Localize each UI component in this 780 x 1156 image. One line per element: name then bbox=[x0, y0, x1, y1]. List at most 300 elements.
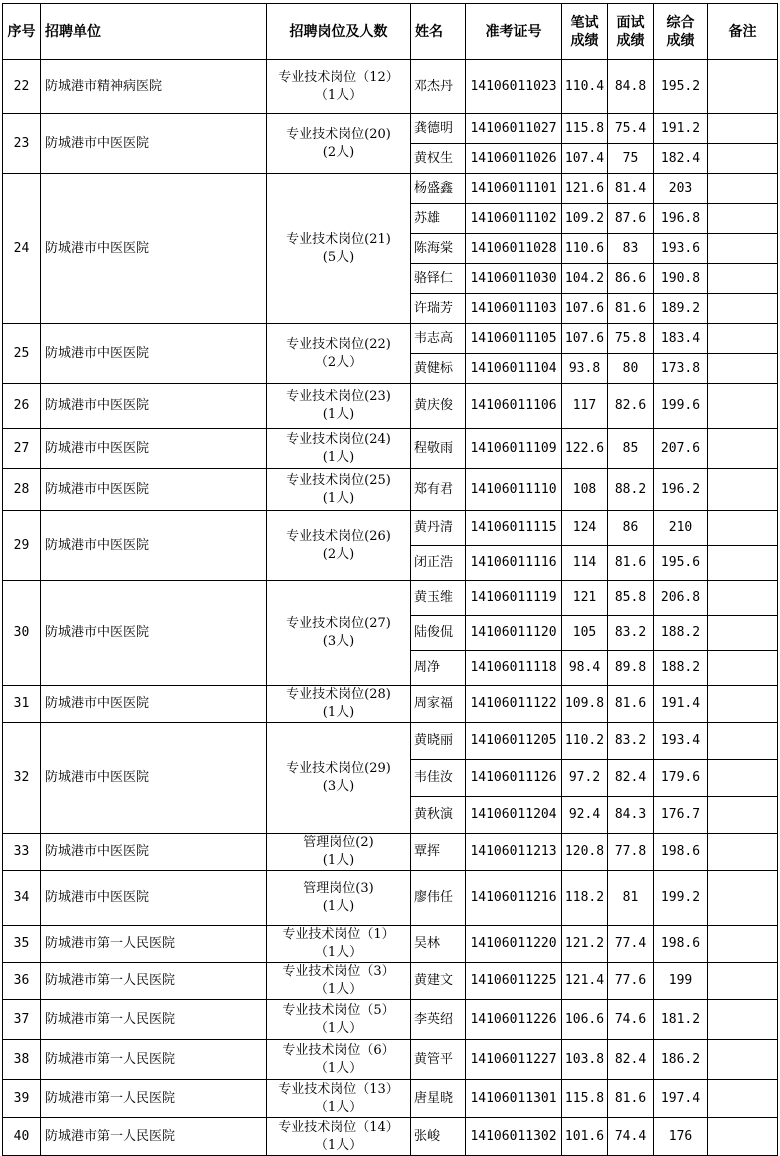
cell-post bbox=[267, 511, 411, 581]
cell-ticket: 14106011122 bbox=[466, 686, 562, 723]
post-title: 专业技术岗位(20) bbox=[286, 126, 391, 142]
cell-interview: 82.4 bbox=[608, 760, 654, 797]
table-row bbox=[3, 834, 778, 871]
cell-remark bbox=[708, 511, 778, 546]
cell-no: 23 bbox=[3, 114, 41, 174]
cell-remark bbox=[708, 60, 778, 114]
post-title: 专业技术岗位（5） bbox=[282, 1002, 395, 1018]
header-interview: 面试 成绩 bbox=[608, 4, 654, 60]
cell-remark bbox=[708, 324, 778, 354]
cell-unit: 防城港市中医医院 bbox=[41, 723, 267, 834]
cell-ticket: 14106011220 bbox=[466, 926, 562, 963]
cell-total: 183.4 bbox=[654, 324, 708, 354]
cell-no: 31 bbox=[3, 686, 41, 723]
cell-interview: 83 bbox=[608, 234, 654, 264]
cell-total: 176 bbox=[654, 1118, 708, 1156]
cell-post bbox=[267, 1040, 411, 1080]
cell-total: 199.2 bbox=[654, 871, 708, 926]
cell-no: 34 bbox=[3, 871, 41, 926]
cell-post bbox=[267, 114, 411, 174]
cell-written: 106.6 bbox=[562, 1000, 608, 1040]
cell-no: 29 bbox=[3, 511, 41, 581]
cell-remark bbox=[708, 114, 778, 144]
cell-name: 周净 bbox=[411, 651, 466, 686]
cell-name: 杨盛鑫 bbox=[411, 174, 466, 204]
cell-written: 121 bbox=[562, 581, 608, 616]
cell-ticket: 14106011101 bbox=[466, 174, 562, 204]
cell-total: 207.6 bbox=[654, 429, 708, 469]
cell-ticket: 14106011110 bbox=[466, 469, 562, 511]
cell-ticket: 14106011301 bbox=[466, 1080, 562, 1118]
cell-no: 26 bbox=[3, 384, 41, 429]
cell-remark bbox=[708, 926, 778, 963]
post-title: 专业技术岗位(21) bbox=[286, 231, 391, 247]
table-row bbox=[3, 114, 778, 144]
cell-name: 郑有君 bbox=[411, 469, 466, 511]
cell-total: 173.8 bbox=[654, 354, 708, 384]
cell-no: 28 bbox=[3, 469, 41, 511]
cell-name: 邓杰丹 bbox=[411, 60, 466, 114]
cell-written: 103.8 bbox=[562, 1040, 608, 1080]
cell-interview: 84.3 bbox=[608, 797, 654, 834]
post-count: (1人) bbox=[322, 449, 355, 465]
cell-name: 闭正浩 bbox=[411, 546, 466, 581]
cell-post bbox=[267, 963, 411, 1000]
cell-no: 24 bbox=[3, 174, 41, 324]
cell-name: 陈海棠 bbox=[411, 234, 466, 264]
cell-unit: 防城港市精神病医院 bbox=[41, 60, 267, 114]
cell-name: 黄权生 bbox=[411, 144, 466, 174]
cell-written: 98.4 bbox=[562, 651, 608, 686]
cell-interview: 87.6 bbox=[608, 204, 654, 234]
cell-name: 黄丹清 bbox=[411, 511, 466, 546]
post-title: 专业技术岗位(24) bbox=[286, 431, 391, 447]
table-row bbox=[3, 174, 778, 204]
cell-unit: 防城港市中医医院 bbox=[41, 324, 267, 384]
cell-remark bbox=[708, 581, 778, 616]
cell-remark bbox=[708, 963, 778, 1000]
cell-total: 196.8 bbox=[654, 204, 708, 234]
cell-written: 104.2 bbox=[562, 264, 608, 294]
cell-ticket: 14106011118 bbox=[466, 651, 562, 686]
post-count: （1人） bbox=[314, 87, 363, 103]
post-count: (2人) bbox=[322, 144, 355, 160]
post-title: 专业技术岗位(29) bbox=[286, 761, 391, 776]
cell-post bbox=[267, 723, 411, 834]
table-row bbox=[3, 1118, 778, 1156]
cell-interview: 83.2 bbox=[608, 723, 654, 760]
cell-written: 109.2 bbox=[562, 204, 608, 234]
cell-written: 122.6 bbox=[562, 429, 608, 469]
cell-interview: 75.8 bbox=[608, 324, 654, 354]
cell-remark bbox=[708, 760, 778, 797]
cell-written: 120.8 bbox=[562, 834, 608, 871]
table-row bbox=[3, 1040, 778, 1080]
cell-remark bbox=[708, 1118, 778, 1156]
cell-remark bbox=[708, 294, 778, 324]
cell-no: 39 bbox=[3, 1080, 41, 1118]
cell-written: 121.4 bbox=[562, 963, 608, 1000]
cell-ticket: 14106011213 bbox=[466, 834, 562, 871]
table-row bbox=[3, 963, 778, 1000]
cell-total: 206.8 bbox=[654, 581, 708, 616]
cell-total: 199 bbox=[654, 963, 708, 1000]
header-unit: 招聘单位 bbox=[41, 4, 267, 60]
cell-written: 117 bbox=[562, 384, 608, 429]
cell-remark bbox=[708, 651, 778, 686]
post-title: 专业技术岗位（3） bbox=[282, 964, 395, 979]
cell-written: 107.4 bbox=[562, 144, 608, 174]
cell-no: 33 bbox=[3, 834, 41, 871]
table-row bbox=[3, 686, 778, 723]
cell-name: 吴林 bbox=[411, 926, 466, 963]
cell-unit: 防城港市第一人民医院 bbox=[41, 1118, 267, 1156]
cell-no: 36 bbox=[3, 963, 41, 1000]
cell-total: 210 bbox=[654, 511, 708, 546]
cell-ticket: 14106011204 bbox=[466, 797, 562, 834]
cell-unit: 防城港市第一人民医院 bbox=[41, 963, 267, 1000]
cell-post bbox=[267, 581, 411, 686]
table-row bbox=[3, 723, 778, 760]
cell-name: 陆俊侃 bbox=[411, 616, 466, 651]
cell-no: 25 bbox=[3, 324, 41, 384]
cell-ticket: 14106011225 bbox=[466, 963, 562, 1000]
cell-ticket: 14106011028 bbox=[466, 234, 562, 264]
header-written: 笔试 成绩 bbox=[562, 4, 608, 60]
cell-interview: 81.6 bbox=[608, 294, 654, 324]
cell-name: 许瑞芳 bbox=[411, 294, 466, 324]
cell-written: 97.2 bbox=[562, 760, 608, 797]
cell-post bbox=[267, 324, 411, 384]
post-count: (1人) bbox=[322, 705, 355, 720]
cell-unit: 防城港市第一人民医院 bbox=[41, 1000, 267, 1040]
cell-ticket: 14106011102 bbox=[466, 204, 562, 234]
results-table bbox=[2, 3, 778, 1156]
cell-ticket: 14106011226 bbox=[466, 1000, 562, 1040]
cell-name: 黄秋演 bbox=[411, 797, 466, 834]
cell-written: 108 bbox=[562, 469, 608, 511]
cell-post bbox=[267, 429, 411, 469]
post-count: （1人） bbox=[314, 1137, 363, 1153]
cell-interview: 81.6 bbox=[608, 546, 654, 581]
cell-unit: 防城港市第一人民医院 bbox=[41, 1080, 267, 1118]
cell-name: 周家福 bbox=[411, 686, 466, 723]
cell-written: 110.6 bbox=[562, 234, 608, 264]
post-title: 专业技术岗位（6） bbox=[282, 1042, 395, 1058]
cell-total: 198.6 bbox=[654, 834, 708, 871]
cell-total: 182.4 bbox=[654, 144, 708, 174]
post-title: 专业技术岗位(25) bbox=[286, 472, 391, 488]
cell-post bbox=[267, 834, 411, 871]
cell-unit: 防城港市中医医院 bbox=[41, 469, 267, 511]
table-body bbox=[3, 60, 778, 1156]
cell-written: 110.4 bbox=[562, 60, 608, 114]
cell-name: 廖伟任 bbox=[411, 871, 466, 926]
table-row bbox=[3, 1000, 778, 1040]
cell-interview: 89.8 bbox=[608, 651, 654, 686]
cell-unit: 防城港市第一人民医院 bbox=[41, 1040, 267, 1080]
header-total: 综合 成绩 bbox=[654, 4, 708, 60]
header-name: 姓名 bbox=[411, 4, 466, 60]
cell-name: 唐星晓 bbox=[411, 1080, 466, 1118]
cell-post bbox=[267, 60, 411, 114]
cell-written: 105 bbox=[562, 616, 608, 651]
cell-remark bbox=[708, 686, 778, 723]
table-row bbox=[3, 429, 778, 469]
cell-ticket: 14106011023 bbox=[466, 60, 562, 114]
cell-ticket: 14106011205 bbox=[466, 723, 562, 760]
cell-interview: 82.6 bbox=[608, 384, 654, 429]
cell-interview: 81.6 bbox=[608, 1080, 654, 1118]
cell-written: 121.2 bbox=[562, 926, 608, 963]
cell-remark bbox=[708, 1000, 778, 1040]
cell-unit: 防城港市中医医院 bbox=[41, 114, 267, 174]
cell-post bbox=[267, 1118, 411, 1156]
cell-interview: 77.4 bbox=[608, 926, 654, 963]
cell-no: 27 bbox=[3, 429, 41, 469]
cell-post bbox=[267, 384, 411, 429]
cell-post bbox=[267, 871, 411, 926]
cell-total: 199.6 bbox=[654, 384, 708, 429]
cell-interview: 86 bbox=[608, 511, 654, 546]
cell-total: 195.2 bbox=[654, 60, 708, 114]
cell-unit: 防城港市中医医院 bbox=[41, 384, 267, 429]
post-count: （1人） bbox=[314, 1060, 363, 1076]
cell-ticket: 14106011106 bbox=[466, 384, 562, 429]
cell-total: 193.4 bbox=[654, 723, 708, 760]
cell-written: 115.8 bbox=[562, 1080, 608, 1118]
cell-name: 韦佳汝 bbox=[411, 760, 466, 797]
cell-ticket: 14106011109 bbox=[466, 429, 562, 469]
post-count: (5人) bbox=[322, 249, 355, 265]
cell-remark bbox=[708, 723, 778, 760]
cell-written: 107.6 bbox=[562, 294, 608, 324]
cell-written: 93.8 bbox=[562, 354, 608, 384]
cell-total: 188.2 bbox=[654, 616, 708, 651]
cell-ticket: 14106011027 bbox=[466, 114, 562, 144]
cell-unit: 防城港市中医医院 bbox=[41, 871, 267, 926]
post-count: （1人） bbox=[314, 945, 363, 960]
cell-written: 101.6 bbox=[562, 1118, 608, 1156]
cell-name: 黄晓丽 bbox=[411, 723, 466, 760]
cell-interview: 85.8 bbox=[608, 581, 654, 616]
cell-remark bbox=[708, 429, 778, 469]
post-count: （2人） bbox=[314, 354, 363, 370]
cell-unit: 防城港市中医医院 bbox=[41, 429, 267, 469]
cell-post bbox=[267, 1080, 411, 1118]
cell-no: 30 bbox=[3, 581, 41, 686]
cell-ticket: 14106011120 bbox=[466, 616, 562, 651]
cell-remark bbox=[708, 546, 778, 581]
cell-post bbox=[267, 469, 411, 511]
cell-total: 188.2 bbox=[654, 651, 708, 686]
cell-remark bbox=[708, 469, 778, 511]
table-row bbox=[3, 926, 778, 963]
cell-post bbox=[267, 686, 411, 723]
cell-name: 覃挥 bbox=[411, 834, 466, 871]
table-row bbox=[3, 324, 778, 354]
post-count: (2人) bbox=[322, 546, 355, 562]
header-ticket: 准考证号 bbox=[466, 4, 562, 60]
cell-interview: 81 bbox=[608, 871, 654, 926]
cell-name: 韦志高 bbox=[411, 324, 466, 354]
cell-unit: 防城港市中医医院 bbox=[41, 834, 267, 871]
cell-total: 197.4 bbox=[654, 1080, 708, 1118]
cell-ticket: 14106011026 bbox=[466, 144, 562, 174]
cell-written: 118.2 bbox=[562, 871, 608, 926]
post-count: （1人） bbox=[314, 1020, 363, 1036]
post-title: 专业技术岗位（13） bbox=[278, 1081, 399, 1097]
cell-post bbox=[267, 174, 411, 324]
cell-interview: 83.2 bbox=[608, 616, 654, 651]
post-title: 专业技术岗位(23) bbox=[286, 389, 391, 404]
cell-ticket: 14106011115 bbox=[466, 511, 562, 546]
cell-no: 22 bbox=[3, 60, 41, 114]
cell-ticket: 14106011119 bbox=[466, 581, 562, 616]
cell-ticket: 14106011030 bbox=[466, 264, 562, 294]
cell-name: 苏雄 bbox=[411, 204, 466, 234]
cell-total: 186.2 bbox=[654, 1040, 708, 1080]
cell-total: 191.4 bbox=[654, 686, 708, 723]
cell-written: 114 bbox=[562, 546, 608, 581]
post-count: (1人) bbox=[322, 853, 355, 868]
post-count: (3人) bbox=[322, 634, 355, 649]
cell-interview: 75 bbox=[608, 144, 654, 174]
cell-unit: 防城港市中医医院 bbox=[41, 686, 267, 723]
header-remark: 备注 bbox=[708, 4, 778, 60]
cell-interview: 80 bbox=[608, 354, 654, 384]
cell-interview: 77.6 bbox=[608, 963, 654, 1000]
post-count: (1人) bbox=[322, 490, 355, 506]
cell-post bbox=[267, 926, 411, 963]
cell-remark bbox=[708, 144, 778, 174]
cell-remark bbox=[708, 834, 778, 871]
cell-written: 124 bbox=[562, 511, 608, 546]
cell-total: 198.6 bbox=[654, 926, 708, 963]
cell-remark bbox=[708, 234, 778, 264]
cell-written: 110.2 bbox=[562, 723, 608, 760]
cell-name: 骆铎仁 bbox=[411, 264, 466, 294]
cell-ticket: 14106011302 bbox=[466, 1118, 562, 1156]
table-row bbox=[3, 1080, 778, 1118]
cell-remark bbox=[708, 871, 778, 926]
post-title: 管理岗位(3) bbox=[303, 881, 374, 896]
cell-total: 196.2 bbox=[654, 469, 708, 511]
post-title: 专业技术岗位(28) bbox=[286, 687, 391, 702]
table-row bbox=[3, 581, 778, 616]
cell-remark bbox=[708, 264, 778, 294]
post-count: (1人) bbox=[322, 899, 355, 914]
table-row bbox=[3, 384, 778, 429]
cell-interview: 74.4 bbox=[608, 1118, 654, 1156]
cell-unit: 防城港市中医医院 bbox=[41, 174, 267, 324]
cell-name: 程敬雨 bbox=[411, 429, 466, 469]
cell-written: 115.8 bbox=[562, 114, 608, 144]
header-post: 招聘岗位及人数 bbox=[267, 4, 411, 60]
cell-written: 109.8 bbox=[562, 686, 608, 723]
post-title: 专业技术岗位（1） bbox=[282, 927, 395, 942]
cell-ticket: 14106011116 bbox=[466, 546, 562, 581]
cell-remark bbox=[708, 174, 778, 204]
post-title: 专业技术岗位（12） bbox=[278, 69, 399, 85]
cell-total: 179.6 bbox=[654, 760, 708, 797]
cell-ticket: 14106011216 bbox=[466, 871, 562, 926]
cell-total: 181.2 bbox=[654, 1000, 708, 1040]
cell-interview: 88.2 bbox=[608, 469, 654, 511]
cell-ticket: 14106011103 bbox=[466, 294, 562, 324]
cell-total: 176.7 bbox=[654, 797, 708, 834]
cell-total: 189.2 bbox=[654, 294, 708, 324]
cell-unit: 防城港市中医医院 bbox=[41, 581, 267, 686]
cell-name: 张峻 bbox=[411, 1118, 466, 1156]
cell-total: 203 bbox=[654, 174, 708, 204]
table-row bbox=[3, 60, 778, 114]
cell-remark bbox=[708, 797, 778, 834]
post-title: 专业技术岗位(26) bbox=[286, 528, 391, 544]
header-no: 序号 bbox=[3, 4, 41, 60]
post-count: (1人) bbox=[322, 407, 355, 422]
cell-post bbox=[267, 1000, 411, 1040]
cell-remark bbox=[708, 1040, 778, 1080]
cell-total: 190.8 bbox=[654, 264, 708, 294]
cell-name: 黄玉维 bbox=[411, 581, 466, 616]
cell-total: 193.6 bbox=[654, 234, 708, 264]
cell-no: 37 bbox=[3, 1000, 41, 1040]
cell-name: 李英绍 bbox=[411, 1000, 466, 1040]
post-title: 专业技术岗位（14） bbox=[278, 1119, 399, 1135]
post-title: 管理岗位(2) bbox=[303, 835, 374, 850]
cell-interview: 81.4 bbox=[608, 174, 654, 204]
cell-name: 黄庆俊 bbox=[411, 384, 466, 429]
cell-interview: 84.8 bbox=[608, 60, 654, 114]
post-title: 专业技术岗位(22) bbox=[286, 336, 391, 352]
cell-remark bbox=[708, 354, 778, 384]
cell-interview: 82.4 bbox=[608, 1040, 654, 1080]
cell-remark bbox=[708, 616, 778, 651]
cell-name: 黄建文 bbox=[411, 963, 466, 1000]
cell-interview: 75.4 bbox=[608, 114, 654, 144]
cell-written: 107.6 bbox=[562, 324, 608, 354]
cell-written: 121.6 bbox=[562, 174, 608, 204]
cell-remark bbox=[708, 204, 778, 234]
cell-name: 龚德明 bbox=[411, 114, 466, 144]
table-row bbox=[3, 871, 778, 926]
post-count: （1人） bbox=[314, 1099, 363, 1115]
cell-interview: 77.8 bbox=[608, 834, 654, 871]
cell-written: 92.4 bbox=[562, 797, 608, 834]
cell-ticket: 14106011126 bbox=[466, 760, 562, 797]
cell-no: 32 bbox=[3, 723, 41, 834]
post-count: （1人） bbox=[314, 982, 363, 997]
cell-interview: 85 bbox=[608, 429, 654, 469]
cell-remark bbox=[708, 1080, 778, 1118]
cell-ticket: 14106011105 bbox=[466, 324, 562, 354]
post-title: 专业技术岗位(27) bbox=[286, 616, 391, 631]
cell-ticket: 14106011104 bbox=[466, 354, 562, 384]
cell-no: 40 bbox=[3, 1118, 41, 1156]
cell-name: 黄健标 bbox=[411, 354, 466, 384]
cell-interview: 74.6 bbox=[608, 1000, 654, 1040]
cell-name: 黄管平 bbox=[411, 1040, 466, 1080]
post-count: (3人) bbox=[322, 779, 355, 794]
cell-interview: 86.6 bbox=[608, 264, 654, 294]
table-row bbox=[3, 511, 778, 546]
cell-ticket: 14106011227 bbox=[466, 1040, 562, 1080]
cell-unit: 防城港市中医医院 bbox=[41, 511, 267, 581]
cell-unit: 防城港市第一人民医院 bbox=[41, 926, 267, 963]
cell-no: 35 bbox=[3, 926, 41, 963]
cell-total: 195.6 bbox=[654, 546, 708, 581]
